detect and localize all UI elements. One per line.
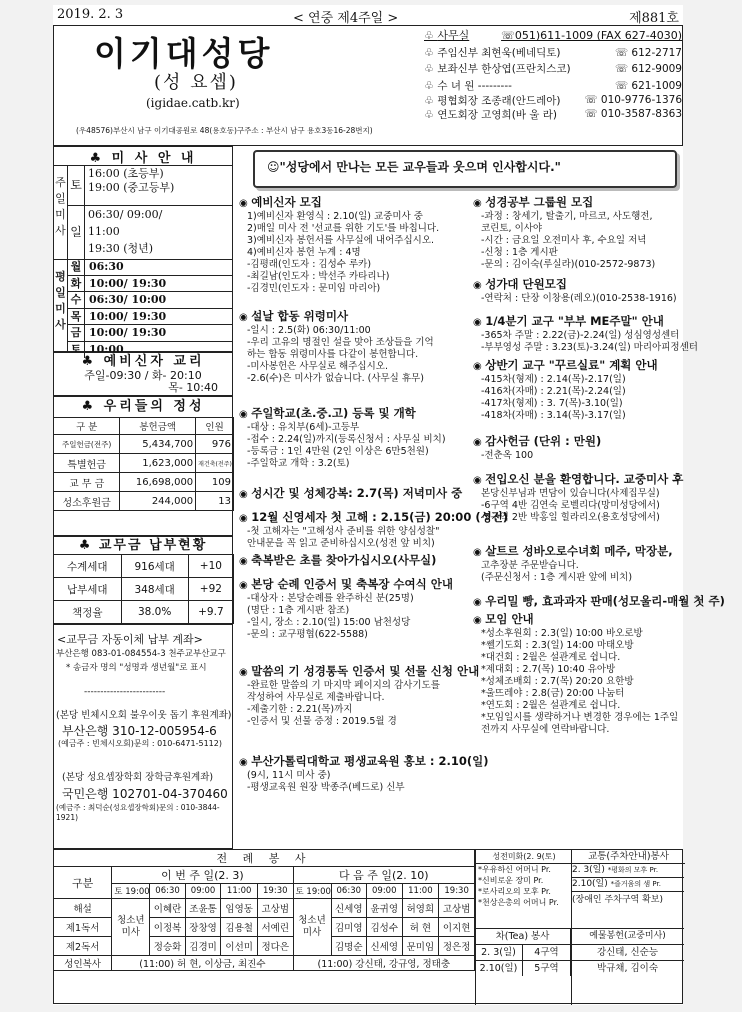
- weekday-label: 토: [68, 342, 85, 358]
- scholarship-holder: (예금주 : 최덕순(성요셉장학회)문의 : 010-3844-1921): [56, 803, 220, 822]
- contact-value: ☏ 612-2717: [614, 46, 682, 59]
- tea-service: [475, 928, 684, 976]
- offering-cell: 13: [196, 492, 234, 511]
- notice-line: -5구역 2반 박홍일 힐라리오(용호성당에서): [481, 512, 660, 523]
- notice-line: -대상 : 유치부(6세)-고등부: [247, 422, 360, 433]
- contact-row: [424, 28, 682, 45]
- flower-item: *신비로운 장미 Pr.: [478, 876, 544, 885]
- service-person: 이지현: [439, 918, 475, 937]
- notice-line: 전까지 사무실에 연락바랍니다.: [481, 724, 610, 735]
- contact-value: ☏ 621-1009: [614, 79, 682, 92]
- contact-value: ☏051)611-1009 (FAX 627-4030): [501, 29, 682, 42]
- autopay-note: * 송금자 명의 "성명과 생년월"로 표시: [66, 663, 207, 673]
- service-time: 11:00: [221, 884, 258, 899]
- offering-cell: 109: [196, 473, 234, 492]
- weekday-time: 06:30: [89, 260, 124, 273]
- notice-line: *쎌기도회 : 2.3(일) 14:00 마태오방: [481, 640, 634, 651]
- service-time: 06:30: [331, 884, 366, 899]
- disabled-parking: (장애인 주차구역 확보): [572, 895, 663, 905]
- service-person: 신세영: [331, 899, 366, 918]
- offering-cell: 재건축(전주): [196, 454, 234, 473]
- weekday-row: [68, 309, 232, 326]
- tea-date: 2. 3(일): [475, 945, 523, 960]
- notice-line: -418차(자매) : 3.14(목)-3.17(일): [481, 410, 626, 421]
- notice-heading: ◉ 주일학교(초.중.고) 등록 및 개학: [239, 406, 471, 422]
- offering-row: [54, 435, 234, 454]
- notice-heading: ◉ 12월 신영세자 첫 고해 : 2.15(금) 20:00 (성전): [239, 510, 471, 526]
- offering-cell: 주일헌금(전주): [54, 435, 120, 454]
- flower-item: *천상은총의 어머니 Pr.: [478, 898, 559, 907]
- service-person: 고상범: [439, 899, 475, 918]
- bulletin-page: [53, 5, 725, 1005]
- right-notice: [473, 314, 698, 354]
- contact-value: ☏ 612-9009: [614, 63, 682, 75]
- right-notice: [473, 434, 683, 462]
- notice-heading: ◉ 축복받은 초를 찾아가십시오(사무실): [239, 553, 471, 569]
- notice-line: -최길남(인도자 : 박선주 카타리나): [247, 271, 390, 282]
- notice-line: -주일학교 개학 : 3.2(토): [247, 458, 350, 469]
- cross-icon: ♧: [424, 78, 438, 92]
- service-person: 문미임: [402, 937, 439, 956]
- service-person: 정은정: [439, 937, 475, 956]
- notice-line: 안내문을 꼭 읽고 준비하십시오(성전 앞 비치): [247, 538, 435, 549]
- notice-line: -신청 : 1층 게시판: [481, 247, 558, 258]
- autopay-title: <교무금 자동이체 납부 계좌>: [57, 633, 203, 646]
- notice-line: 본당신부님과 면담이 있습니다(사제집무실): [481, 488, 660, 499]
- youth-mass-label: 청소년미사: [112, 899, 150, 956]
- weekday-label: 월: [68, 259, 85, 275]
- notice-line: (주문신청서 : 1층 게시판 앞에 비치): [481, 572, 633, 583]
- notice-line: (9시, 11시 미사 중): [247, 770, 331, 781]
- notice-line: -우리 고유의 명절인 설을 맞아 조상들을 기억: [247, 337, 434, 348]
- sunday-mass-label: 주일미사: [54, 165, 68, 259]
- right-notice: [473, 277, 683, 305]
- header-box: [53, 25, 683, 146]
- dues-table: [53, 554, 234, 624]
- notice-line: *모임일시를 생략하거나 변경한 경우에는 1주일: [481, 712, 679, 723]
- contact-label: ♧ 수 녀 원 ---------: [424, 78, 512, 92]
- middle-notice: [239, 664, 480, 728]
- service-gubun: 구분: [54, 867, 112, 899]
- notice-heading: ◉ 말씀의 기 성경통독 인증서 및 선물 신청 안내: [239, 664, 471, 680]
- notice-line: 2)매일 미사 전 '선교를 위한 기도'를 바칩니다.: [247, 223, 440, 234]
- offering-cell: 244,000: [120, 492, 196, 511]
- weekday-label: 금: [68, 325, 85, 341]
- saturday-label: 토: [68, 165, 85, 206]
- offering-cell: 976: [196, 435, 234, 454]
- tea-group: 5구역: [523, 961, 571, 976]
- notice-heading: ◉ 상반기 교구 "꾸르실료" 계획 안내: [473, 358, 683, 374]
- notice-line: -2.6(수)은 미사가 없습니다. (사무실 휴무): [247, 373, 424, 384]
- tea-row: [475, 945, 684, 961]
- notice-heading: ◉ 설날 합동 위령미사: [239, 309, 471, 325]
- service-person: 윤귀영: [367, 899, 402, 918]
- service-time: 토 19:00: [112, 884, 150, 899]
- traffic-row: [572, 878, 684, 892]
- saturday-times: [88, 167, 174, 195]
- notice-line: -완료한 말씀의 기 마지막 페이지의 감사기도를: [247, 680, 440, 691]
- notice-line: -시간 : 금요일 오전미사 후, 수요일 저녁: [481, 235, 647, 246]
- notice-line: -일시, 장소 : 2.10(일) 15:00 남천성당: [247, 617, 411, 628]
- gift-names: 강신태, 신순능: [596, 947, 659, 958]
- gift-names: 박규채, 김이숙: [596, 963, 659, 974]
- service-person: 정승화: [150, 937, 185, 956]
- notice-heading: ◉ 전입오신 분을 환영합니다. 교중미사 후: [473, 472, 683, 488]
- service-table: [53, 849, 475, 971]
- notice-heading: ◉ 부산가톨릭대학교 평생교육원 홍보 : 2.10(일): [239, 754, 471, 770]
- notice-line: -6구역 4반 김연숙 로벨리다(망미성당에서): [481, 500, 660, 511]
- offering-table: [53, 417, 234, 511]
- notice-line: -평생교육원 원장 박종주(베드로) 신부: [247, 782, 405, 793]
- dues-cell: +92: [188, 578, 233, 601]
- service-schedule: [53, 849, 683, 1004]
- sat-time-1: 16:00 (초등부): [88, 167, 164, 180]
- contact-label: ♧ 주임신부 최현욱(베네딕토): [424, 45, 561, 59]
- service-person: 김명순: [331, 937, 366, 956]
- patron-saint: (성 요셉): [154, 72, 238, 93]
- address: (우48576)부산시 남구 이기대공원로 48(용호동)구주소 : 부산시 남구 용호3동16-28번지): [76, 126, 373, 135]
- contact-value: ☏ 010-9776-1376: [584, 94, 682, 106]
- offering-cell: 16,698,000: [120, 473, 196, 492]
- weekday-time: 10:00/ 19:30: [89, 326, 167, 340]
- traffic-title: 교통(주차안내)봉사: [572, 850, 685, 864]
- cross-icon: ♧: [424, 108, 438, 121]
- middle-notice: [239, 754, 489, 794]
- notice-line: 작성하여 사무실로 제출바랍니다.: [247, 692, 385, 703]
- vincent-account: 부산은행 310-12-005954-6: [62, 724, 217, 738]
- contact-label: ♧ 연도회장 고영희(바 울 라): [424, 108, 557, 121]
- right-notice: [473, 472, 683, 524]
- right-notice: [473, 544, 683, 584]
- service-time: 19:30: [439, 884, 475, 899]
- traffic-row: [572, 864, 684, 878]
- contact-list: [424, 28, 682, 122]
- service-person: 고상범: [258, 899, 293, 918]
- service-person: 허영희: [402, 899, 439, 918]
- service-person: 신세영: [367, 937, 402, 956]
- catechumen-time-1: 주일-09:30 / 화- 20:10: [84, 369, 202, 382]
- service-row: [54, 899, 475, 918]
- notice-line: *연도회 : 2월은 설관계로 쉽니다.: [481, 700, 621, 711]
- youth-mass-label: 청소년미사: [293, 899, 331, 956]
- notice-line: *울뜨레야 : 2.8(금) 20:00 나눔터: [481, 688, 625, 699]
- weekday-mass-list: [68, 259, 232, 358]
- notice-heading: ◉ 예비신자 모집: [239, 195, 471, 211]
- dues-cell: 348세대: [121, 578, 188, 601]
- weekday-mass-label: 평일미사: [54, 259, 68, 353]
- notice-heading: ◉ 성가대 단원모집: [473, 277, 683, 293]
- right-notice: [473, 612, 683, 736]
- service-time: 11:00: [402, 884, 439, 899]
- offering-title: ♣ 우리들의 정성: [81, 399, 205, 414]
- notice-line: -제출기한 : 2.21(목)까지: [247, 704, 353, 715]
- notice-line: *대건회 : 2월은 설관계로 쉽니다.: [481, 652, 621, 663]
- offering-header: 봉헌금액: [120, 418, 196, 435]
- offering-row: [54, 473, 234, 492]
- notice-line: 고추장분 주문받습니다.: [481, 560, 579, 571]
- service-title: 전 례 봉 사: [54, 850, 475, 867]
- tea-row: [475, 961, 684, 976]
- catechumen-class: [53, 352, 233, 396]
- next-week-header: 다 음 주 일(2. 10): [293, 867, 474, 884]
- scholarship-title: (본당 성요셉장학회 장학금후원계좌): [62, 772, 214, 783]
- sunday-label: 일: [68, 205, 85, 259]
- bank-accounts: [53, 624, 233, 849]
- middle-notice: [239, 553, 471, 569]
- service-time: 09:00: [185, 884, 220, 899]
- notice-line: -415차(형제) : 2.14(목)-2.17(일): [481, 374, 626, 385]
- middle-notice: [239, 406, 471, 470]
- dues-cell: 38.0%: [121, 601, 188, 624]
- contact-label: ♧ 보좌신부 한상엽(프란치스코): [424, 62, 571, 75]
- notice-line: -417차(형제) : 3. 7(목)-3.10(일): [481, 398, 623, 409]
- notice-line: *제대회 : 2.7(목) 10:40 유아방: [481, 664, 616, 675]
- offering-cell: 5,434,700: [120, 435, 196, 454]
- offering-box: [53, 396, 233, 536]
- notice-heading: ◉ 우리밀 빵, 효과과자 판매(성모울리-매월 첫 주): [473, 594, 683, 610]
- middle-notice: [239, 577, 471, 641]
- service-person: 장창영: [185, 918, 220, 937]
- cross-icon: ♧: [424, 62, 438, 75]
- contact-row: [424, 94, 682, 108]
- notice-heading: ◉ 성시간 및 성체강복: 2.7(목) 저녁미사 중: [239, 486, 471, 502]
- traffic-date: 2. 3(일): [572, 865, 605, 875]
- service-person: 김성수: [367, 918, 402, 937]
- service-person: 이정복: [150, 918, 185, 937]
- website[interactable]: (igidae.catb.kr): [146, 96, 240, 110]
- notice-line: 1)예비신자 환영식 : 2.10(일) 교중미사 중: [247, 211, 423, 222]
- gift-title: 예물봉헌(교중미사): [589, 931, 666, 941]
- weekday-time: 10:00: [89, 342, 124, 356]
- sun-time-2: 11:00: [88, 225, 120, 238]
- dues-row: [54, 601, 234, 624]
- notice-line: -과정 : 창세기, 탈출기, 마르코, 사도행전,: [481, 211, 653, 222]
- right-notice: [473, 195, 683, 271]
- weekday-label: 목: [68, 309, 85, 325]
- service-person: 김경미: [185, 937, 220, 956]
- notice-heading: ◉ 모임 안내: [473, 612, 683, 628]
- autopay-account: 부산은행 083-01-084554-3 천주교부산교구: [56, 649, 226, 659]
- service-person: 조윤통: [185, 899, 220, 918]
- contact-label: ♧ 평협회장 조종래(안드레아): [424, 94, 561, 107]
- scholarship-account: 국민은행 102701-04-370460: [62, 787, 228, 801]
- weekday-time: 10:00/ 19:30: [89, 276, 167, 290]
- notice-line: -365차 주말 : 2.22(금)-2.24(일) 성심영성센터: [481, 330, 680, 341]
- notice-line: 3)예비신자 봉헌서를 사무실에 내어주십시오.: [247, 235, 435, 246]
- service-person: 이혜란: [150, 899, 185, 918]
- flower-item: *로사리오의 모후 Pr.: [478, 887, 551, 896]
- notice-heading: ◉ 감사헌금 (단위 : 만원): [473, 434, 683, 450]
- service-person: 이선미: [221, 937, 258, 956]
- notice-heading: ◉ 본당 순례 인증서 및 축복장 수여식 안내: [239, 577, 471, 593]
- service-role: 해설: [54, 899, 112, 918]
- flower-title: 성전미화(2. 9(토): [476, 850, 572, 864]
- notice-heading: ◉ 1/4분기 교구 "부부 ME주말" 안내: [473, 314, 683, 330]
- acolyte-this: (11:00) 허 현, 이상금, 최진수: [112, 956, 293, 971]
- service-person: 허 현: [402, 918, 439, 937]
- contact-row: [424, 108, 682, 122]
- offering-cell: 1,623,000: [120, 454, 196, 473]
- notice-line: -416차(자매) : 2.21(목)-2.24(일): [481, 386, 626, 397]
- weekday-label: 화: [68, 276, 85, 292]
- contact-row: [424, 61, 682, 78]
- weekday-label: 수: [68, 292, 85, 308]
- service-person: 임영동: [221, 899, 258, 918]
- weekday-time: 06:30/ 10:00: [89, 293, 167, 307]
- offering-header: 구 분: [54, 418, 120, 435]
- dues-cell: 916세대: [121, 555, 188, 578]
- catechumen-time-2: 목- 10:40: [168, 381, 218, 394]
- vincent-title: (본당 빈체시오회 불우이웃 돕기 후원계좌): [56, 710, 232, 721]
- notice-line: 코린토, 이사야: [481, 223, 543, 234]
- mass-title: ♣ 미 사 안 내: [54, 147, 232, 166]
- dues-title: ♣ 교무금 납부현황: [78, 538, 208, 553]
- service-time: 09:00: [367, 884, 402, 899]
- service-person: 정다은: [258, 937, 293, 956]
- dues-row: [54, 578, 234, 601]
- service-role: 제1독서: [54, 918, 112, 937]
- mass-schedule: [53, 146, 233, 356]
- service-person: 서예린: [258, 918, 293, 937]
- offering-row: [54, 454, 234, 473]
- dues-cell: 납부세대: [54, 578, 122, 601]
- notice-line: 하는 합동 위령미사를 다같이 봉헌합니다.: [247, 349, 419, 360]
- cross-icon: ♧: [424, 29, 438, 42]
- contact-row: [424, 78, 682, 95]
- dues-cell: 수계세대: [54, 555, 122, 578]
- notice-line: -부부영성 주말 : 3.23(토)-3.24(일) 마리아피정센터: [481, 342, 698, 353]
- tea-group: 4구역: [523, 945, 571, 960]
- dues-status: [53, 536, 233, 624]
- right-notice: [473, 358, 683, 422]
- notice-line: (명단 : 1층 게시판 참조): [247, 605, 350, 616]
- notice-line: -전춘옥 100: [481, 450, 534, 461]
- tea-title: 차(Tea) 봉사: [475, 929, 571, 944]
- this-week-header: 이 번 주 일(2. 3): [112, 867, 293, 884]
- parish-name: 이기대성당: [94, 34, 274, 73]
- notice-line: -문의 : 김이숙(루실라)(010-2572-9873): [481, 259, 656, 270]
- tea-date: 2.10(일): [475, 961, 523, 976]
- greeting-banner: [253, 150, 677, 188]
- service-person: 김용철: [221, 918, 258, 937]
- dues-row: [54, 555, 234, 578]
- weekday-row: [68, 259, 232, 276]
- notice-line: -김경민(인도자 : 문미임 마리아): [247, 283, 381, 294]
- dues-cell: +10: [188, 555, 233, 578]
- offering-cell: 특별헌금: [54, 454, 120, 473]
- middle-notice: [239, 195, 471, 295]
- right-notice: [473, 594, 725, 610]
- dues-cell: +9.7: [188, 601, 233, 624]
- acolyte-label: 성인복사: [54, 956, 112, 971]
- acolyte-next: (11:00) 강신태, 강규영, 정태충: [293, 956, 474, 971]
- service-time: 토 19:00: [293, 884, 331, 899]
- middle-notice: [239, 486, 471, 502]
- catechumen-title: ♣ 예비신자 교리: [81, 354, 205, 369]
- contact-value: ☏ 010-3587-8363: [584, 108, 682, 120]
- notice-line: -일시 : 2.5(화) 06:30/11:00: [247, 325, 371, 336]
- service-time: 06:30: [150, 884, 185, 899]
- traffic-group: *즐거움의 샘 Pr.: [610, 880, 661, 888]
- service-time: 19:30: [258, 884, 293, 899]
- issue-date: 2019. 2. 3: [57, 7, 124, 22]
- notice-line: -인증서 및 선물 증정 : 2019.5월 경: [247, 716, 397, 727]
- notice-line: -연락처 : 단장 이창용(레오)(010-2538-1916): [481, 293, 677, 304]
- divider: -------------------------: [84, 687, 166, 697]
- notice-line: -첫 고해자는 "고해성사 준비를 위한 양심성찰": [247, 526, 440, 537]
- sat-time-2: 19:00 (중고등부): [88, 181, 175, 194]
- service-person: 김미영: [331, 918, 366, 937]
- notice-line: -문의 : 교구평협(622-5588): [247, 629, 368, 640]
- notice-line: -접수 : 2.24(일)까지(등록신청서 : 사무실 비치): [247, 434, 446, 445]
- notice-line: 4)예비신자 봉헌 누계 : 4명: [247, 247, 361, 258]
- cross-icon: ♧: [424, 45, 438, 59]
- notice-line: -김평래(인도자 : 김성수 루카): [247, 259, 372, 270]
- contact-row: [424, 45, 682, 62]
- sunday-times: [88, 206, 162, 257]
- middle-notice: [239, 510, 509, 550]
- vincent-holder: (예금주 : 빈체시오회)문의 : 010-6471-5112): [58, 739, 222, 748]
- contact-label: ♧ 사무실: [424, 29, 470, 42]
- weekday-row: [68, 276, 232, 293]
- weekday-time: 10:00/ 19:30: [89, 309, 167, 323]
- liturgical-week: < 연중 제4주일 >: [293, 11, 399, 26]
- traffic-date: 2.10(일): [572, 879, 608, 889]
- flower-item: *우유하신 어머니 Pr.: [478, 865, 551, 874]
- notice-line: *성소후원회 : 2.3(일) 10:00 바오로방: [481, 628, 643, 639]
- offering-header: 인원: [196, 418, 234, 435]
- right-column: [473, 195, 725, 849]
- cross-icon: ♧: [424, 94, 438, 107]
- sun-time-3: 19:30 (청년): [88, 242, 154, 255]
- offering-cell: 성소후원금: [54, 492, 120, 511]
- notice-line: -미사봉헌은 사무실로 해주십시오.: [247, 361, 388, 372]
- weekday-row: [68, 292, 232, 309]
- notice-line: -대상자 : 본당순례를 완주하신 분(25명): [247, 593, 414, 604]
- sun-time-1: 06:30/ 09:00/: [88, 208, 163, 221]
- weekday-row: [68, 325, 232, 342]
- notice-line: *성체조배회 : 2.7(목) 20:20 요한방: [481, 676, 634, 687]
- banner-text: ☺"성당에서 만나는 모든 교우들과 웃으며 인사합시다.": [267, 160, 561, 174]
- notice-heading: ◉ 살트르 성바오로수녀회 메주, 막장분,: [473, 544, 683, 560]
- middle-notice: [239, 309, 471, 385]
- dues-cell: 책정율: [54, 601, 122, 624]
- issue-number: 제881호: [629, 11, 679, 26]
- offering-cell: 교 무 금: [54, 473, 120, 492]
- offering-row: [54, 492, 234, 511]
- traffic-group: *평화의 모후 Pr.: [607, 866, 659, 874]
- service-role: 제2독서: [54, 937, 112, 956]
- notice-heading: ◉ 성경공부 그룹원 모집: [473, 195, 683, 211]
- notice-line: -등록금 : 1인 4만원 (2인 이상은 6만5천원): [247, 446, 429, 457]
